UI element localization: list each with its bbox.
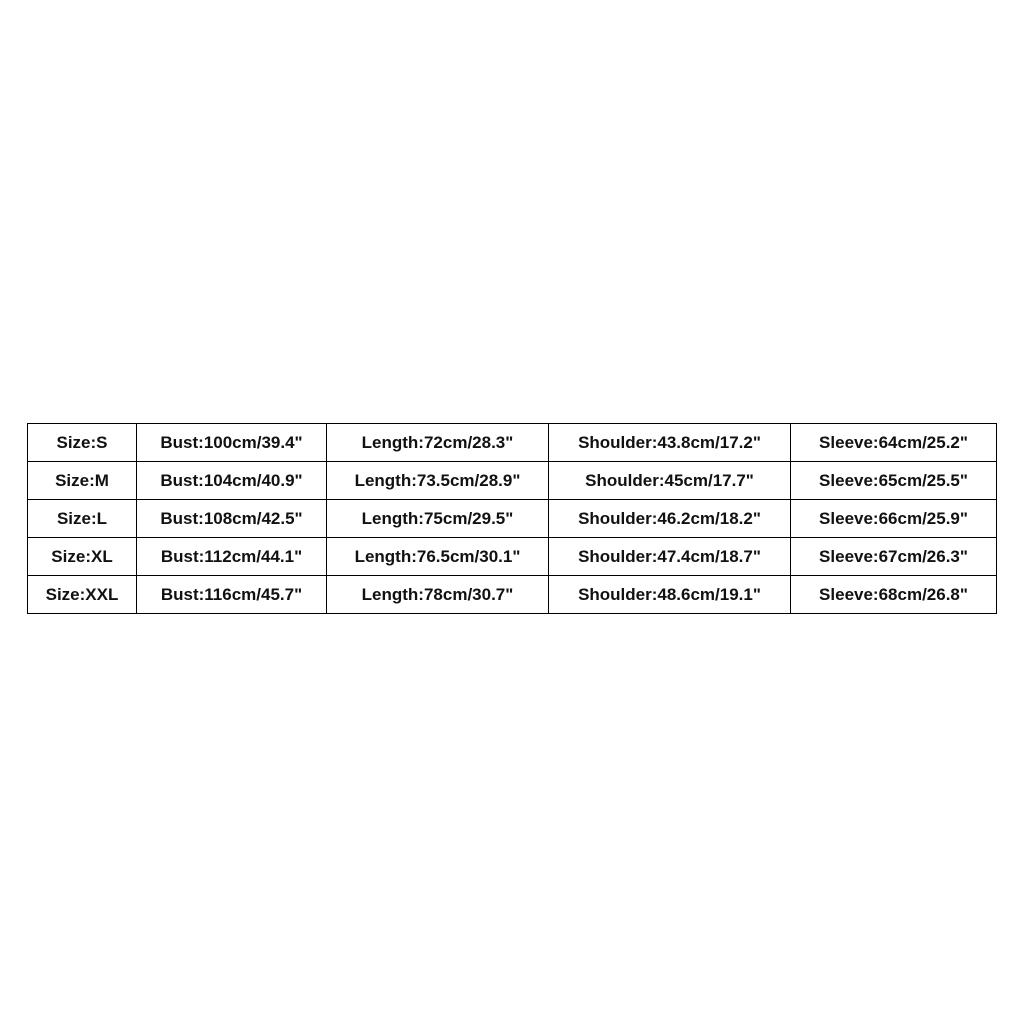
length-cell: Length:78cm/30.7" <box>327 576 549 614</box>
sleeve-cell: Sleeve:65cm/25.5" <box>791 462 997 500</box>
shoulder-cell: Shoulder:46.2cm/18.2" <box>549 500 791 538</box>
length-cell: Length:76.5cm/30.1" <box>327 538 549 576</box>
sleeve-cell: Sleeve:68cm/26.8" <box>791 576 997 614</box>
shoulder-cell: Shoulder:47.4cm/18.7" <box>549 538 791 576</box>
bust-cell: Bust:108cm/42.5" <box>137 500 327 538</box>
size-cell: Size:M <box>28 462 137 500</box>
bust-cell: Bust:104cm/40.9" <box>137 462 327 500</box>
sleeve-cell: Sleeve:64cm/25.2" <box>791 424 997 462</box>
shoulder-cell: Shoulder:48.6cm/19.1" <box>549 576 791 614</box>
table-row <box>28 576 997 614</box>
length-cell: Length:72cm/28.3" <box>327 424 549 462</box>
size-cell: Size:XL <box>28 538 137 576</box>
table-row <box>28 424 997 462</box>
shoulder-cell: Shoulder:43.8cm/17.2" <box>549 424 791 462</box>
bust-cell: Bust:116cm/45.7" <box>137 576 327 614</box>
bust-cell: Bust:112cm/44.1" <box>137 538 327 576</box>
shoulder-cell: Shoulder:45cm/17.7" <box>549 462 791 500</box>
length-cell: Length:73.5cm/28.9" <box>327 462 549 500</box>
length-cell: Length:75cm/29.5" <box>327 500 549 538</box>
size-cell: Size:XXL <box>28 576 137 614</box>
size-cell: Size:L <box>28 500 137 538</box>
size-cell: Size:S <box>28 424 137 462</box>
table-row <box>28 538 997 576</box>
size-chart-table <box>27 423 997 614</box>
sleeve-cell: Sleeve:66cm/25.9" <box>791 500 997 538</box>
sleeve-cell: Sleeve:67cm/26.3" <box>791 538 997 576</box>
bust-cell: Bust:100cm/39.4" <box>137 424 327 462</box>
table-row <box>28 500 997 538</box>
table-row <box>28 462 997 500</box>
